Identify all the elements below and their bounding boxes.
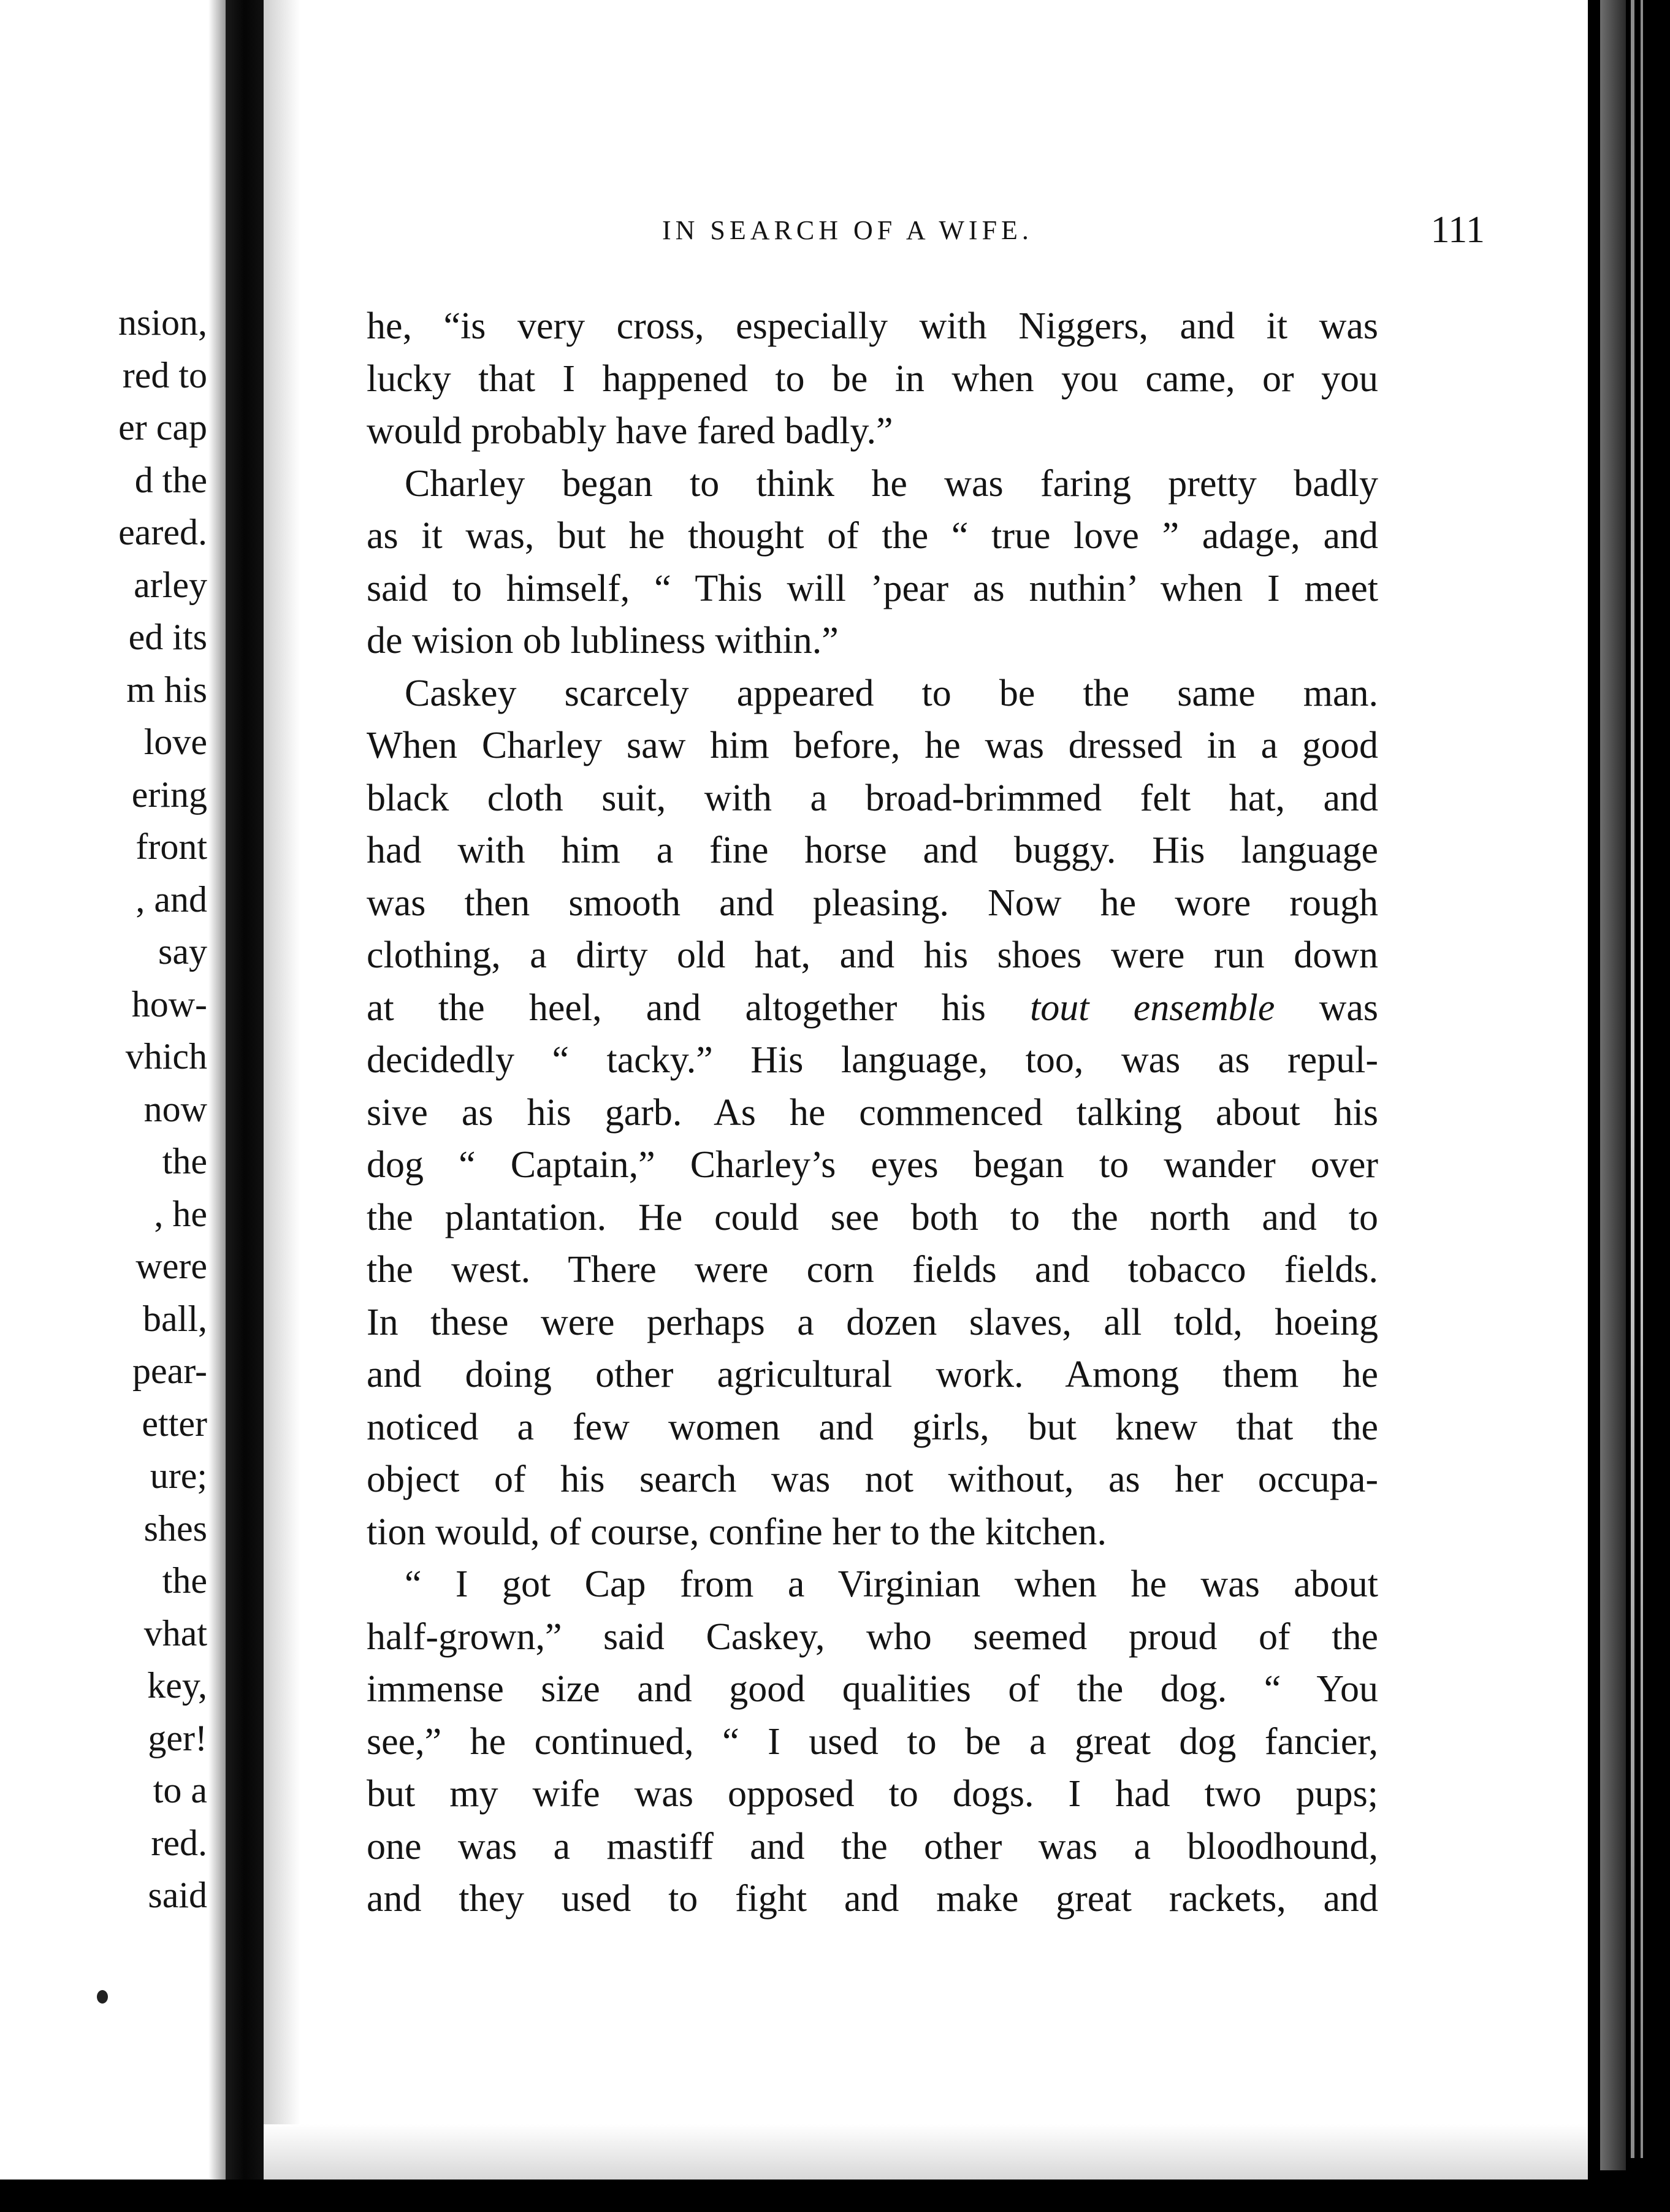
facing-page-fragment [0,0,226,2212]
facing-page-line: red to [122,354,207,395]
ink-speck [97,1990,108,2004]
facing-page-line: , and [135,879,207,920]
text-line: and doing other agricultural work. Among them he [367,1354,1378,1395]
text-line: decidedly “ tacky.” His language, too, was as repul- [367,1039,1378,1081]
text-line: as it was, but he thought of the “ true love ” adage, and [367,515,1378,557]
facing-page-line: er cap [118,407,207,448]
text-line: In these were perhaps a dozen slaves, all told, hoeing [367,1301,1378,1343]
text-line: sive as his garb. As he commenced talking about his [367,1091,1378,1134]
scan-border [0,2180,1670,2212]
text-line: would probably have fared badly.” [367,410,893,452]
text-line: lucky that I happened to be in when you came, or you [367,357,1378,400]
facing-page-line: how- [131,983,207,1024]
facing-page-line: key, [147,1665,207,1706]
facing-page-line: d the [134,459,207,500]
facing-page-line: shes [143,1508,207,1549]
facing-page-line: , he [154,1193,207,1234]
running-head [264,208,1485,257]
facing-page-line: ering [131,774,207,815]
text-line: noticed a few women and girls, but knew that the [367,1406,1378,1448]
text-line: at the heel, and altogether his tout ensemble was [367,986,1378,1029]
text-line: Caskey scarcely appeared to be the same man. [405,672,1378,714]
body-text [367,300,1378,1926]
facing-page-line: said [148,1875,207,1915]
text-line: the west. There were corn fields and tobacco fields. [367,1249,1378,1291]
fold-shadow [208,0,226,2212]
facing-page-line: nsion, [118,302,207,343]
book-gutter [226,0,264,2212]
facing-page-line: ure; [150,1455,207,1496]
page-curve-shade [264,0,300,2180]
text-line: had with him a fine horse and buggy. His language [367,830,1378,871]
text-line: “ I got Cap from a Virginian when he was about [405,1563,1378,1605]
page-edge-block [1600,0,1626,2170]
text-line: the plantation. He could see both to the north and to [367,1196,1378,1238]
page-bottom-shade [264,2124,1588,2180]
page-edge-stack [1588,0,1670,2212]
facing-page-line: pear- [132,1351,207,1391]
text-line: and they used to fight and make great rackets, and [367,1878,1378,1920]
facing-page-line: m his [126,669,207,710]
text-line: tion would, of course, confine her to the kitchen. [367,1511,1107,1553]
text-line: said to himself, “ This will ’pear as nuthin’ when I meet [367,567,1378,609]
facing-page-line: love [143,722,207,762]
facing-page-line: ball, [143,1298,207,1339]
facing-page-line: vhich [125,1036,207,1077]
facing-page-line: say [158,931,207,972]
text-line: but my wife was opposed to dogs. I had two pups; [367,1773,1378,1815]
facing-page-line: red. [151,1822,207,1863]
running-title: IN SEARCH OF A WIFE. [662,215,1033,245]
text-line: de wision ob lubliness within.” [367,620,839,662]
facing-page-line: were [135,1246,207,1286]
text-line: one was a mastiff and the other was a bloodhound, [367,1825,1378,1867]
facing-page-line: arley [134,564,207,605]
text-line: black cloth suit, with a broad-brimmed felt hat, and [367,777,1378,819]
text-line: half-grown,” said Caskey, who seemed proud of the [367,1615,1378,1658]
facing-page-line: front [135,826,207,867]
text-line: was then smooth and pleasing. Now he wore rough [367,882,1378,924]
text-line: immense size and good qualities of the dog. “ You [367,1668,1378,1710]
facing-page-line: the [162,1141,207,1181]
text-line: Charley began to think he was faring pretty badly [405,462,1378,505]
italic-phrase: tout ensemble [1030,986,1275,1029]
text-line: dog “ Captain,” Charley’s eyes began to wander over [367,1144,1378,1186]
facing-page-line: now [143,1088,207,1129]
text-line: When Charley saw him before, he was dressed in a good [367,725,1378,766]
page-edge-line [1641,0,1643,2158]
facing-page-line: vhat [143,1612,207,1653]
facing-page-line: eared. [118,512,207,552]
text-line: object of his search was not without, as her occupa- [367,1459,1378,1500]
text-line: clothing, a dirty old hat, and his shoes were run down [367,934,1378,976]
book-page [264,0,1588,2180]
facing-page-line: to a [153,1770,207,1810]
facing-page-line: etter [142,1403,207,1444]
facing-page-line: ger! [148,1717,207,1758]
text-line: see,” he continued, “ I used to be a great dog fancier, [367,1720,1378,1763]
facing-page-line: the [162,1560,207,1601]
page-number: 111 [1430,209,1485,251]
page-edge-line [1631,0,1634,2158]
text-line: he, “is very cross, especially with Niggers, and it was [367,305,1378,347]
facing-page-line: ed its [128,617,207,657]
